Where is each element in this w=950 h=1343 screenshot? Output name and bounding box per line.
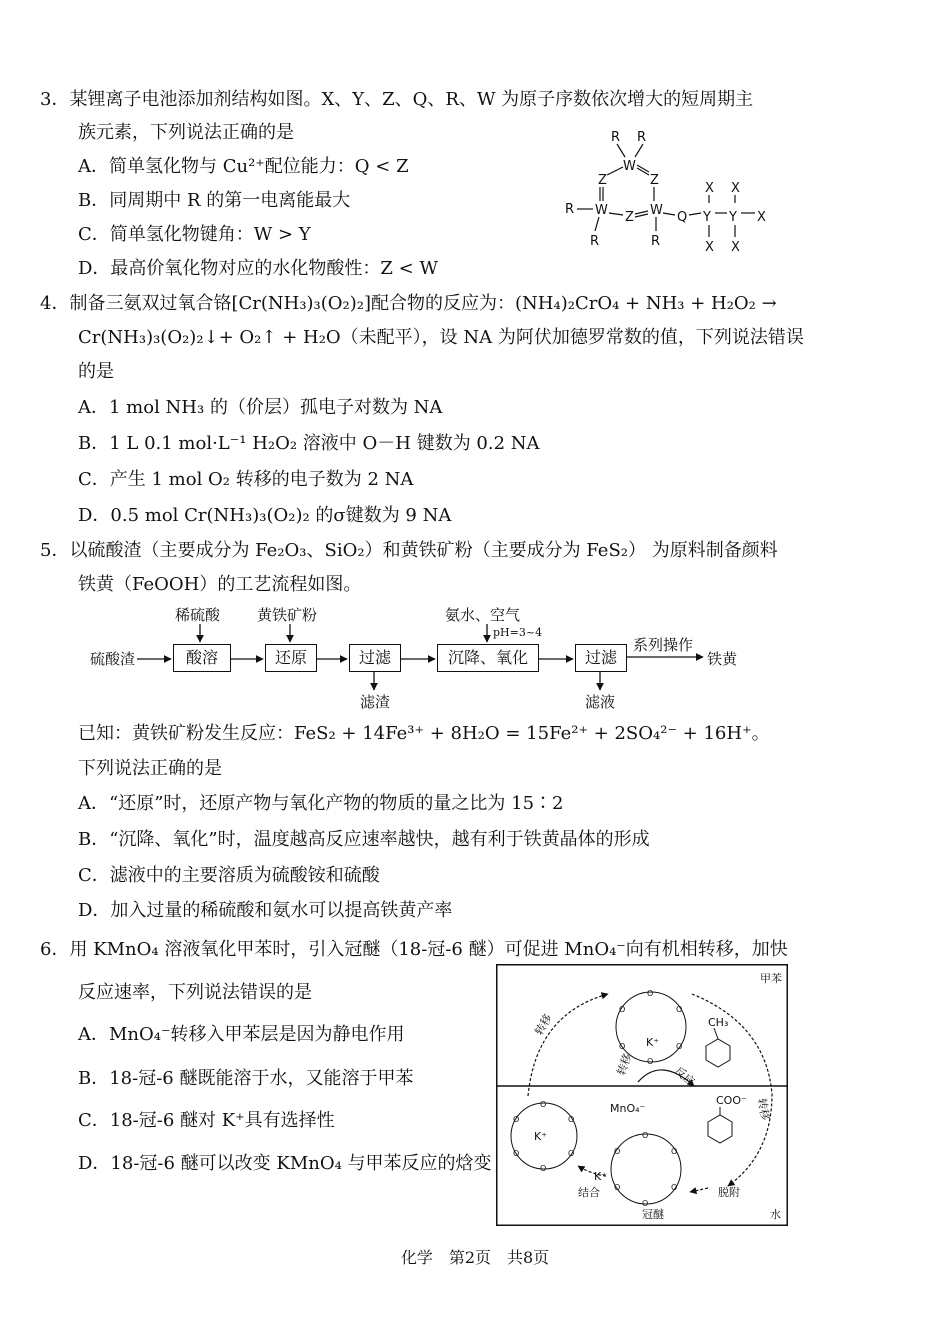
q3-stem-line1: 3．某锂离子电池添加剂结构如图。X、Y、Z、Q、R、W 为原子序数依次增大的短周期主 [40,89,754,110]
svg-text:O: O [568,1115,575,1124]
flow-box-reduce: 还原 [265,644,317,672]
label-desorb: 脱附 [718,1186,740,1199]
svg-text:O: O [642,1131,649,1140]
q5-process-flowchart [85,598,765,716]
flow-reagent2: 黄铁矿粉 [257,606,318,624]
q5-option-c: C．滤液中的主要溶质为硫酸铵和硫酸 [78,865,380,886]
q5-stem-question: 下列说法正确的是 [78,758,222,779]
struct-r: R [637,130,647,145]
flow-box-settle-oxidize: 沉降、氧化 [437,644,539,672]
label-transfer-mid: 转移 [614,1051,635,1078]
flow-arrow-label: 系列操作 [633,636,694,654]
struct-y: Y [703,210,711,225]
label-transfer-right: 转移 [755,1097,772,1122]
q3-molecule-structure [555,125,785,260]
q6-option-b: B．18-冠-6 醚既能溶于水，又能溶于甲苯 [78,1068,414,1089]
k-ion-free: K⁺ [594,1170,608,1183]
struct-x: X [705,240,714,255]
q5-option-b: B．“沉降、氧化”时，温度越高反应速率越快，越有利于铁黄晶体的形成 [78,829,650,850]
struct-x: X [757,210,766,225]
page-footer: 化学 第2页 共8页 [400,1248,550,1267]
struct-y: Y [729,210,737,225]
q4-stem-line3: 的是 [78,361,114,382]
q5-option-a: A．“还原”时，还原产物与氧化产物的物质的量之比为 15∶2 [78,793,564,814]
svg-text:O: O [513,1115,520,1124]
flow-ph: pH=3~4 [493,626,543,639]
benzoate-coo: COO⁻ [716,1094,747,1107]
mno4-ion: MnO₄⁻ [610,1102,646,1115]
q5-option-d: D．加入过量的稀硫酸和氨水可以提高铁黄产率 [78,900,453,921]
struct-w: W [595,203,608,218]
q6-option-d: D．18-冠-6 醚可以改变 KMnO₄ 与甲苯反应的焓变 [78,1153,492,1174]
k-ion-top: K⁺ [646,1036,660,1049]
struct-x: X [731,240,740,255]
svg-text:O: O [513,1149,520,1158]
q5-known-reaction: 已知：黄铁矿粉发生反应：FeS₂ + 14Fe³⁺ + 8H₂O = 15Fe²⁺ + 2SO₄²⁻ + 16H⁺。 [78,723,770,744]
struct-z: Z [598,173,607,188]
svg-text:O: O [676,1042,683,1051]
flow-arrows [85,598,765,716]
q3-option-a: A．简单氢化物与 Cu²⁺配位能力：Q < Z [78,156,409,177]
svg-text:O: O [540,1100,547,1109]
struct-w: W [650,203,663,218]
k-ion-left: K⁺ [534,1130,548,1143]
q6-option-a: A．MnO₄⁻转移入甲苯层是因为静电作用 [78,1024,405,1045]
phase-water: 水 [770,1208,781,1221]
q4-option-a: A．1 mol NH₃ 的（价层）孤电子对数为 NA [78,397,443,418]
struct-x: X [731,181,740,196]
q6-stem-line2: 反应速率，下列说法错误的是 [78,982,312,1003]
q6-option-c: C．18-冠-6 醚对 K⁺具有选择性 [78,1110,335,1131]
struct-z: Z [650,173,659,188]
q4-option-c: C．产生 1 mol O₂ 转移的电子数为 2 NA [78,469,414,490]
flow-start: 硫酸渣 [90,650,136,668]
svg-text:O: O [647,989,654,998]
q4-stem-line2: Cr(NH₃)₃(O₂)₂↓+ O₂↑ + H₂O（未配平），设 NA 为阿伏加德罗常数的值，下列说法错误 [78,327,804,348]
label-transfer-left: 转移 [532,1011,555,1038]
struct-r: R [651,234,661,249]
q5-stem-line2: 铁黄（FeOOH）的工艺流程如图。 [78,574,362,595]
phase-toluene: 甲苯 [760,972,782,985]
struct-x: X [705,181,714,196]
flow-reagent4: 氨水、空气 [445,606,521,624]
q6-stem-line1: 6．用 KMnO₄ 溶液氧化甲苯时，引入冠醚（18-冠-6 醚）可促进 MnO₄⁻向有机相转移，加快 [40,939,788,960]
label-react: 反应 [672,1064,698,1089]
svg-text:O: O [671,1147,678,1156]
svg-text:O: O [540,1164,547,1173]
struct-q: Q [677,210,688,225]
flow-reagent1: 稀硫酸 [175,606,221,624]
svg-text:O: O [619,1005,626,1014]
struct-r: R [611,130,621,145]
flow-end: 铁黄 [707,650,738,668]
struct-r: R [565,202,575,217]
q6-phase-transfer-diagram [496,964,788,1226]
struct-w: W [623,159,636,174]
flow-box-filter2: 过滤 [575,644,627,672]
q3-option-d: D．最高价氧化物对应的水化物酸性：Z < W [78,258,438,279]
q3-option-b: B．同周期中 R 的第一电离能最大 [78,190,351,211]
svg-text:O: O [671,1183,678,1192]
svg-text:O: O [614,1183,621,1192]
flow-box-acid-dissolve: 酸溶 [173,644,231,672]
svg-text:O: O [647,1057,654,1066]
label-combine: 结合 [578,1186,600,1199]
q4-stem-line1: 4．制备三氨双过氧合铬[Cr(NH₃)₃(O₂)₂]配合物的反应为：(NH₄)₂CrO₄ + NH₃ + H₂O₂ → [40,293,777,314]
flow-filter-residue: 滤渣 [360,693,391,711]
flow-box-filter1: 过滤 [349,644,401,672]
label-crown: 冠醚 [642,1208,664,1221]
svg-text:O: O [568,1149,575,1158]
struct-r: R [590,234,600,249]
svg-text:O: O [676,1005,683,1014]
flow-filtrate: 滤液 [585,693,616,711]
svg-text:O: O [619,1042,626,1051]
struct-z: Z [625,210,634,225]
q4-option-b: B．1 L 0.1 mol·L⁻¹ H₂O₂ 溶液中 O－H 键数为 0.2 NA [78,433,540,454]
toluene-ch3: CH₃ [708,1016,729,1029]
q3-stem-line2: 族元素，下列说法正确的是 [78,122,294,143]
svg-text:O: O [614,1147,621,1156]
q5-stem-line1: 5．以硫酸渣（主要成分为 Fe₂O₃、SiO₂）和黄铁矿粉（主要成分为 FeS₂） 为原料制备颜料 [40,540,778,561]
q3-option-c: C．简单氢化物键角：W > Y [78,224,311,245]
svg-text:O: O [642,1199,649,1208]
q4-option-d: D．0.5 mol Cr(NH₃)₃(O₂)₂ 的σ键数为 9 NA [78,505,452,526]
